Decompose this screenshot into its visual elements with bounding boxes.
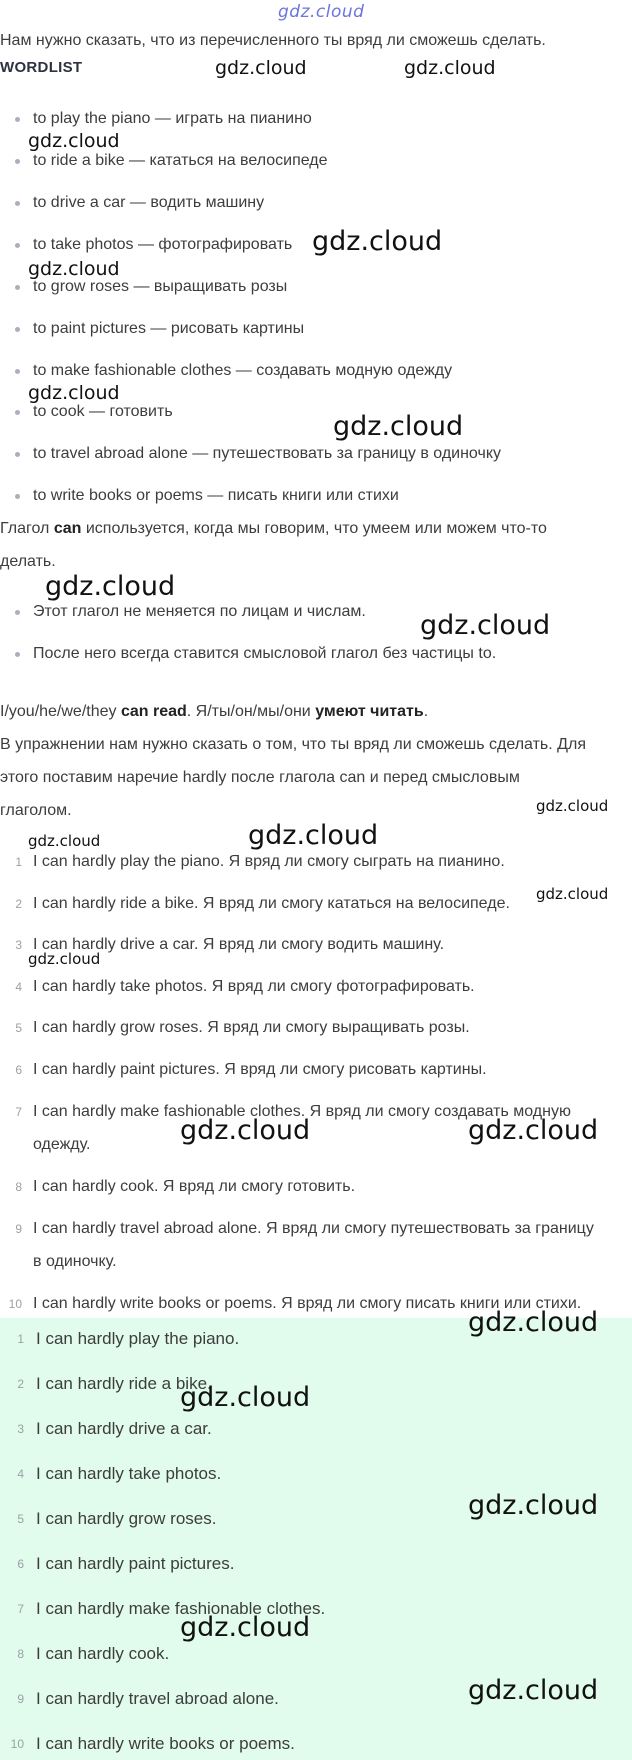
explanation-line: этого поставим наречие hardly после глагола can и перед смысловым [0,769,520,786]
bullet-icon [15,201,20,206]
watermark: gdz.cloud [333,411,464,442]
bullet-icon [15,159,20,164]
bullet-icon [15,494,20,499]
watermark: gdz.cloud [180,1115,311,1146]
watermark: gdz.cloud [468,1675,599,1706]
watermark: gdz.cloud [28,832,101,850]
watermark: gdz.cloud [536,885,609,903]
watermark: gdz.cloud [28,382,120,404]
watermark: gdz.cloud [420,610,551,641]
watermark: gdz.cloud [468,1490,599,1521]
bullet-icon [15,285,20,290]
bullet-icon [15,610,20,615]
bullet-icon [15,652,20,657]
bullet-icon [15,410,20,415]
watermark: gdz.cloud [536,797,609,815]
watermark: gdz.cloud [180,1612,311,1643]
watermark: gdz.cloud [468,1307,599,1338]
site-logo[interactable]: gdz.cloud [278,2,365,22]
watermark: gdz.cloud [312,226,443,257]
wordlist-title: WORDLIST [0,59,83,76]
watermark: gdz.cloud [404,57,496,79]
grammar-rule-line: делать. [0,553,56,570]
bullet-icon [15,452,20,457]
explanation-line: В упражнении нам нужно сказать о том, что ты вряд ли сможешь сделать. Для [0,736,586,753]
explanation-line: глаголом. [0,802,72,819]
grammar-rule-line: Глагол can используется, когда мы говорим, что умеем или можем что-то [0,520,547,537]
watermark: gdz.cloud [28,258,120,280]
bullet-icon [15,243,20,248]
watermark: gdz.cloud [215,57,307,79]
watermark: gdz.cloud [468,1115,599,1146]
watermark: gdz.cloud [45,571,176,602]
bullet-icon [15,327,20,332]
bullet-icon [15,117,20,122]
watermark: gdz.cloud [248,820,379,851]
task-intro: Нам нужно сказать, что из перечисленного ты вряд ли сможешь сделать. [0,32,546,49]
watermark: gdz.cloud [28,950,101,968]
watermark: gdz.cloud [180,1382,311,1413]
bullet-icon [15,369,20,374]
watermark: gdz.cloud [28,130,120,152]
grammar-example: I/you/he/we/they can read. Я/ты/он/мы/они умеют читать. [0,703,429,720]
